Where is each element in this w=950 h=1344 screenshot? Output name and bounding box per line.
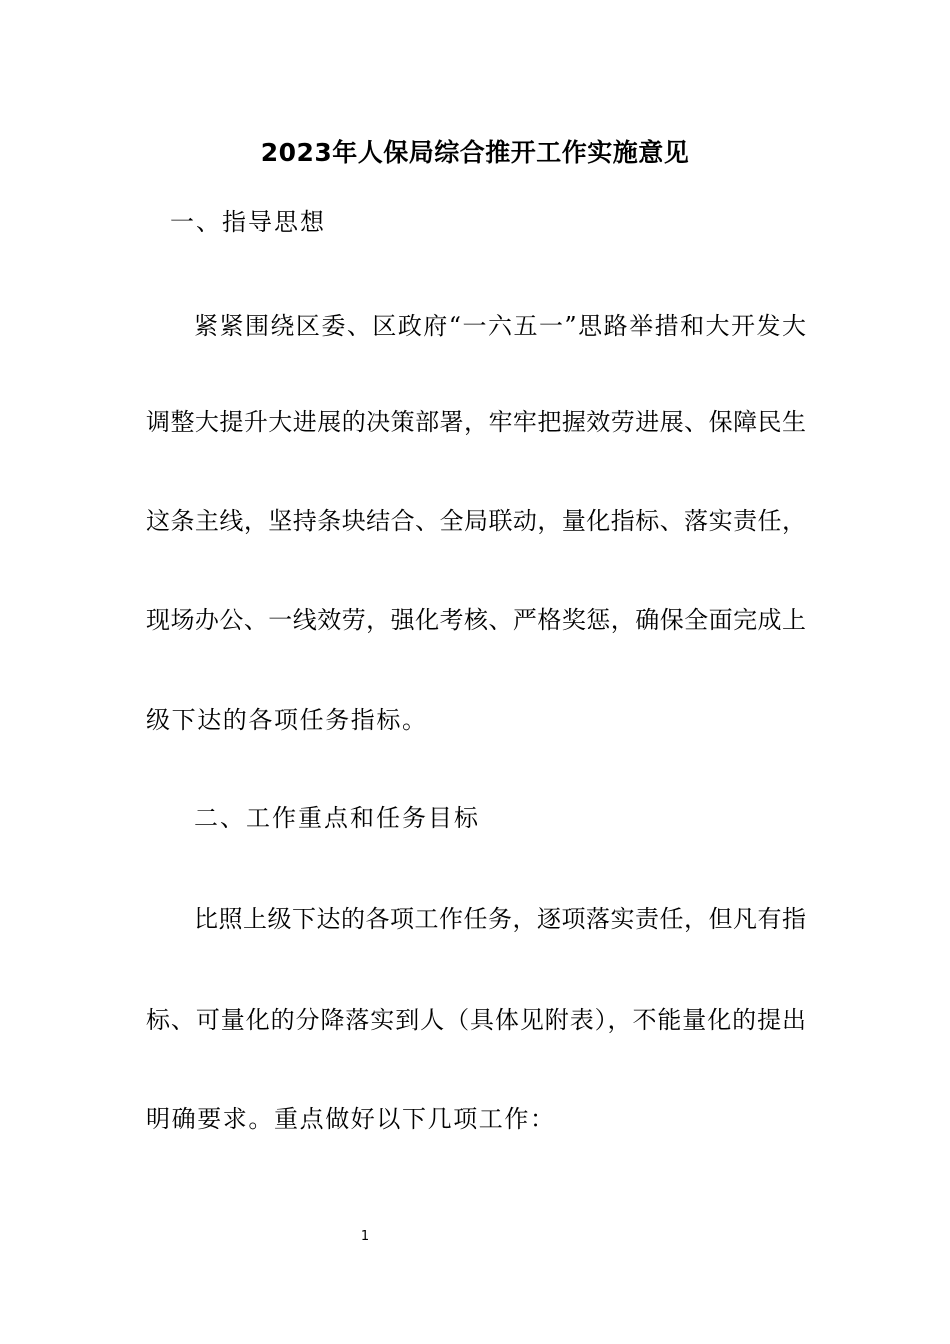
paragraph-line: 这条主线，坚持条块结合、全局联动，量化指标、落实责任， [146, 507, 806, 535]
document-title: 2023年人保局综合推开工作实施意见 [260, 138, 690, 167]
paragraph-line: 现场办公、一线效劳，强化考核、严格奖惩，确保全面完成上 [146, 606, 806, 634]
paragraph-line: 紧紧围绕区委、区政府“一六五一”思路举措和大开发大 [194, 312, 806, 340]
paragraph-line: 调整大提升大进展的决策部署，牢牢把握效劳进展、保障民生 [146, 408, 806, 436]
page-number: 1 [360, 1229, 370, 1244]
section-heading-guiding-thought: 一、指导思想 [170, 208, 326, 236]
paragraph-line: 明确要求。重点做好以下几项工作： [146, 1105, 556, 1133]
paragraph-line: 标、可量化的分降落实到人（具体见附表），不能量化的提出 [146, 1006, 806, 1034]
section-heading-work-priorities: 二、工作重点和任务目标 [194, 804, 480, 832]
paragraph-line: 比照上级下达的各项工作任务，逐项落实责任，但凡有指 [194, 905, 806, 933]
paragraph-line: 级下达的各项任务指标。 [146, 706, 428, 734]
